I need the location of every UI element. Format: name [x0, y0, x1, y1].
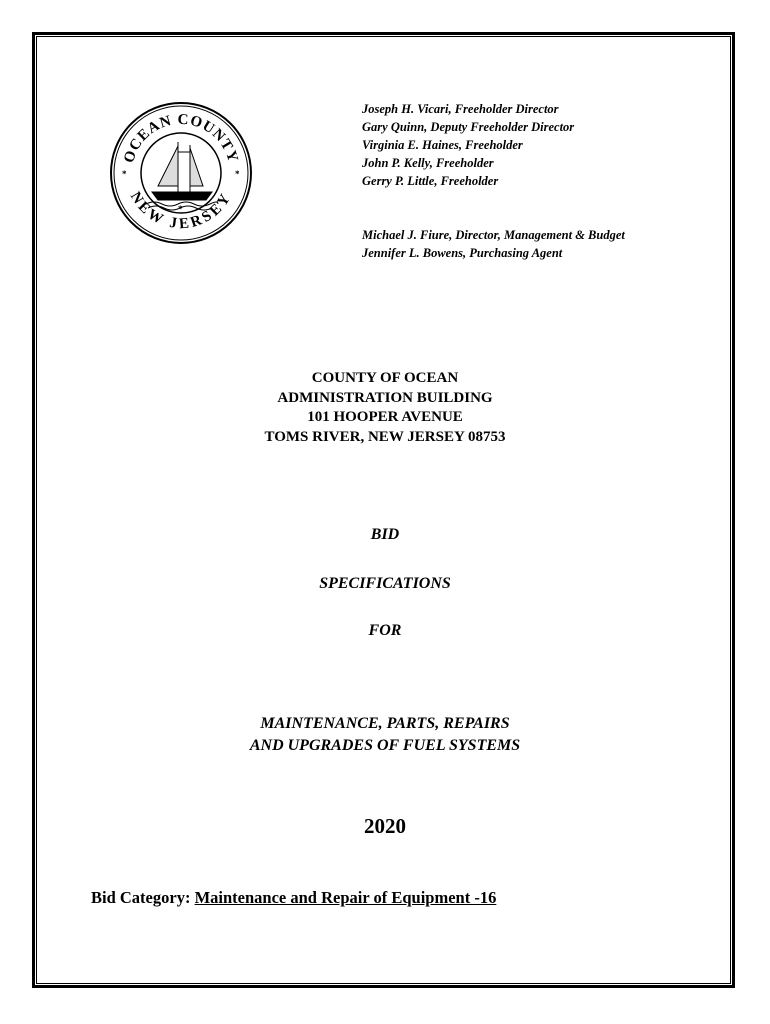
subject-block [0, 713, 770, 757]
address-line: ADMINISTRATION BUILDING [277, 389, 493, 406]
address-line: COUNTY OF OCEAN [311, 370, 459, 386]
seal-bottom-text: NEW JERSEY [126, 189, 236, 233]
ship-icon [146, 142, 218, 210]
official-line: John P. Kelly, Freeholder [362, 156, 494, 170]
title-for: FOR [368, 622, 402, 639]
administrator-line: Michael J. Fiure, Director, Management & Budget [362, 228, 625, 242]
address-line: TOMS RIVER, NEW JERSEY 08753 [264, 428, 506, 445]
title-bid: BID [370, 526, 400, 543]
bid-category-value: Maintenance and Repair of Equipment -16 [194, 888, 497, 907]
ocean-county-seal [108, 100, 254, 246]
administrators-list [362, 226, 625, 262]
subject-line: AND UPGRADES OF FUEL SYSTEMS [249, 737, 521, 754]
official-line: Gerry P. Little, Freeholder [362, 174, 499, 188]
svg-text:*: * [178, 204, 183, 214]
svg-text:*: * [122, 169, 127, 179]
address-line: 101 HOOPER AVENUE [307, 409, 463, 425]
seal-top-text: OCEAN COUNTY [121, 111, 241, 165]
officials-list [362, 100, 574, 190]
document-year: 2020 [364, 814, 406, 838]
address-block [0, 369, 770, 447]
title-specifications: SPECIFICATIONS [319, 575, 451, 592]
official-line: Virginia E. Haines, Freeholder [362, 138, 523, 152]
official-line: Joseph H. Vicari, Freeholder Director [362, 102, 559, 116]
svg-text:*: * [235, 169, 240, 179]
bid-category [91, 888, 496, 908]
bid-category-label: Bid Category: [91, 888, 191, 907]
administrator-line: Jennifer L. Bowens, Purchasing Agent [362, 246, 563, 260]
subject-line: MAINTENANCE, PARTS, REPAIRS [260, 715, 510, 732]
official-line: Gary Quinn, Deputy Freeholder Director [362, 120, 575, 134]
